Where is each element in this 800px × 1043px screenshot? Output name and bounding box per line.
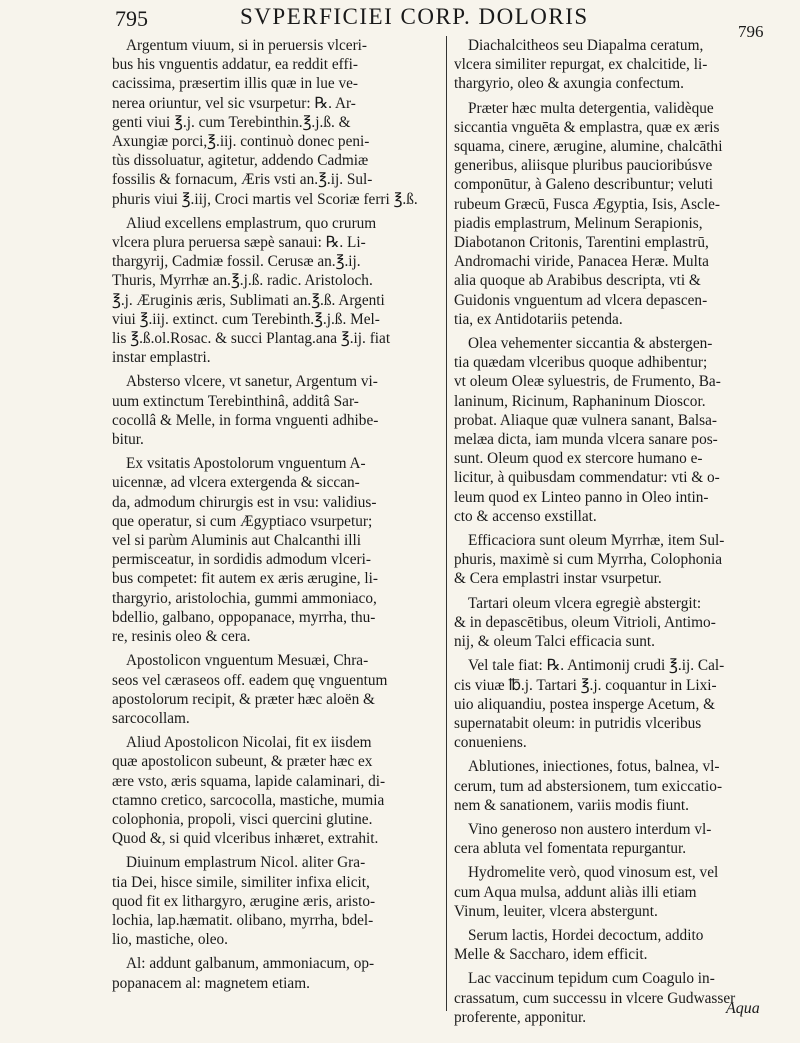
text-line: da, admodum chirurgis est in vsu: validius- [112, 493, 377, 511]
text-line: Argentum viuum, si in peruersis vlceri- [126, 37, 368, 54]
text-line: que operatur, si cum Ægyptiaco vsurpetur; [112, 512, 373, 530]
text-line: lochia, lap.hæmatit. olibano, myrrha, bdel- [112, 911, 374, 929]
text-line: generibus, aliisque pluribus paucioribúsve [454, 157, 713, 175]
page-number-left: 795 [115, 6, 148, 31]
paragraph [112, 36, 438, 209]
text-line: squama, cinere, ærugine, alumine, chalcāthi [454, 138, 723, 156]
text-line: Tartari oleum vlcera egregiè abstergit: [468, 594, 702, 612]
text-line: quæ apostolicon subeunt, & præter hæc ex [112, 753, 373, 771]
text-line: cocollâ & Melle, in forma vnguenti adhibe- [112, 411, 379, 429]
text-line: Vino generoso non austero interdum vl- [468, 820, 712, 838]
text-line: Quod &, si quid vlceribus inhæret, extrahit. [112, 830, 379, 848]
text-line: & in depascētibus, oleum Vitrioli, Antimo- [454, 613, 716, 631]
text-line: apostolorum recipit, & præter hæc aloën & [112, 690, 375, 708]
text-line: bus his vnguentis addatur, ea reddit effi- [112, 56, 358, 74]
text-line: Diachalcitheos seu Diapalma ceratum, [468, 37, 704, 54]
text-line: lio, mastiche, oleo. [112, 931, 228, 949]
text-line: melæa dicta, iam munda vlcera sanare pos- [454, 431, 718, 449]
text-line: Vel tale fiat: ℞. Antimonij crudi ℥.ij. Cal- [468, 657, 725, 675]
text-line: Diuinum emplastrum Nicol. aliter Gra- [126, 854, 366, 872]
paragraph [454, 334, 772, 526]
column-divider [446, 36, 447, 1011]
text-line: phuris, maximè si cum Myrrha, Colophonia [454, 551, 723, 569]
text-line: cera abluta vel fomentata repurgantur. [454, 840, 687, 858]
text-line: Aliud excellens emplastrum, quo crurum [126, 214, 377, 232]
paragraph [112, 454, 438, 646]
paragraph [112, 372, 438, 449]
text-line: vlcera similiter repurgat, ex chalcitide, li- [454, 56, 708, 74]
text-line: probat. Aliaque quæ vulnera sanant, Balsa- [454, 411, 717, 429]
text-line: ctamno cretico, sarcocolla, mastiche, mumia [112, 791, 385, 809]
text-line: ære vsto, æris squama, lapide calaminari, di- [112, 772, 386, 790]
text-line: bus competet: fit autem ex æris ærugine, li- [112, 570, 378, 588]
text-line: proferente, apponitur. [454, 1008, 587, 1026]
page-header [0, 4, 800, 41]
paragraph [454, 969, 772, 1027]
text-line: viui ℥.iij. extinct. cum Terebinth.℥.j.ß. Mel- [112, 310, 380, 328]
page-number-right: 796 [738, 22, 764, 41]
text-line: Lac vaccinum tepidum cum Coagulo in- [468, 970, 715, 988]
text-line: re, resinis oleo & cera. [112, 628, 251, 646]
text-line: Aliud Apostolicon Nicolai, fit ex iisdem [126, 734, 372, 752]
text-line: bdellio, galbano, oppopanace, myrrha, thu- [112, 608, 376, 626]
text-line: laninum, Ricinum, Raphaninum Dioscor. [454, 392, 706, 410]
text-line: ℥.j. Æruginis æris, Sublimati an.℥.ß. Argenti [112, 291, 385, 309]
text-line: Apostolicon vnguentum Mesuæi, Chra- [126, 652, 369, 670]
text-line: popanacem al: magnetem etiam. [112, 974, 310, 992]
paragraph [454, 594, 772, 652]
paragraph [454, 863, 772, 921]
running-title: SVPERFICIEI CORP. DOLORIS [240, 4, 589, 29]
text-line: supernatabit oleum: in putridis vlceribus [454, 714, 702, 732]
text-line: Absterso vlcere, vt sanetur, Argentum vi- [126, 373, 378, 391]
text-line: Olea vehementer siccantia & abstergen- [468, 335, 713, 353]
left-column [112, 36, 438, 998]
text-line: cerum, tum ad abstersionem, tum exiccatio- [454, 777, 723, 795]
text-line: thargyrio, oleo & axungia confectum. [454, 75, 684, 93]
text-line: Diabotanon Critonis, Tarentini emplastrū, [454, 234, 709, 252]
text-line: Ablutiones, iniectiones, fotus, balnea, vl- [468, 758, 720, 776]
text-line: uum extinctum Terebinthinâ, additâ Sar- [112, 392, 359, 410]
text-line: thargyrij, Cadmiæ fossil. Cerusæ an.℥.ij. [112, 253, 361, 271]
paragraph [112, 733, 438, 848]
text-line: rubeum Græcū, Fusca Ægyptia, Isis, Ascle- [454, 195, 720, 213]
text-line: tia, ex Antidotariis petenda. [454, 310, 623, 328]
text-line: cacissima, præsertim illis quæ in lue ve- [112, 75, 358, 93]
text-line: licitur, à quibusdam commendatur: vti & o- [454, 469, 720, 487]
text-line: phuris viui ℥.iij, Croci martis vel Scoriæ ferri ℥.ß. [112, 190, 418, 208]
text-line: Axungiæ porci,℥.iij. continuò donec peni- [112, 133, 370, 151]
paragraph [112, 214, 438, 368]
text-line: nem & sanationem, variis modis fiunt. [454, 796, 689, 814]
text-line: bitur. [112, 431, 144, 449]
text-line: uicennæ, ad vlcera extergenda & siccan- [112, 474, 360, 492]
text-line: genti viui ℥.j. cum Terebinthin.℥.j.ß. & [112, 113, 351, 131]
text-line: nerea oriuntur, vel sic vsurpetur: ℞. Ar- [112, 94, 356, 112]
paragraph [454, 99, 772, 329]
text-line: leum quod ex Linteo panno in Oleo intin- [454, 488, 709, 506]
text-line: piadis emplastrum, Melinum Serapionis, [454, 214, 703, 232]
text-line: Præter hæc multa detergentia, validèque [468, 99, 714, 117]
paragraph [112, 954, 438, 992]
text-line: alia quoque ab Arabibus descripta, vti & [454, 272, 701, 290]
text-line: thargyrio, aristolochia, gummi ammoniaco, [112, 589, 377, 607]
paragraph [454, 820, 772, 858]
text-line: vlcera plura peruersa sæpè sanaui: ℞. Li- [112, 234, 366, 252]
text-line: sarcocollam. [112, 709, 190, 727]
text-line: instar emplastri. [112, 349, 211, 367]
paragraph [112, 651, 438, 728]
text-line: Melle & Saccharo, idem efficit. [454, 946, 648, 964]
catchword: Aqua [726, 1000, 760, 1017]
text-line: permisceatur, in sordidis admodum vlceri- [112, 551, 371, 569]
text-line: Hydromelite verò, quod vinosum est, vel [468, 864, 719, 882]
text-line: crassatum, cum successu in vlcere Gudwasser [454, 989, 736, 1007]
text-line: nij, & oleum Talci efficacia sunt. [454, 633, 655, 651]
text-line: uio aliquandiu, postea insperge Acetum, & [454, 695, 715, 713]
text-line: fossilis & fornacum, Æris vsti an.℥.ij. Sul- [112, 171, 373, 189]
text-line: tia Dei, hisce simile, similiter infixa elicit, [112, 873, 370, 891]
text-line: siccantia vnguēta & emplastra, quæ ex æris [454, 118, 720, 136]
text-line: seos vel cæraseos off. eadem quę vnguentum [112, 671, 388, 689]
text-line: quod fit ex lithargyro, ærugine æris, aristo- [112, 892, 376, 910]
text-line: vt oleum Oleæ syluestris, de Frumento, Ba- [454, 373, 721, 391]
paragraph [454, 36, 772, 94]
paragraph [454, 757, 772, 815]
paragraph [454, 656, 772, 752]
text-line: cis viuæ ℔.j. Tartari ℥.j. coquantur in Lixi- [454, 676, 717, 694]
text-line: sunt. Oleum quod ex stercore humano e- [454, 450, 703, 468]
paragraph [112, 853, 438, 949]
text-line: vel si parùm Aluminis aut Chalcanthi illi [112, 532, 361, 550]
text-line: Ex vsitatis Apostolorum vnguentum A- [126, 455, 366, 473]
paragraph [454, 531, 772, 589]
text-line: Al: addunt galbanum, ammoniacum, op- [126, 955, 375, 973]
text-line: Guidonis vnguentum ad vlcera depascen- [454, 291, 708, 309]
paragraph [454, 926, 772, 964]
text-line: & Cera emplastri instar vsurpetur. [454, 570, 662, 588]
right-column [454, 36, 772, 1032]
text-line: componūtur, à Galeno describuntur; veluti [454, 176, 713, 194]
text-line: Efficaciora sunt oleum Myrrhæ, item Sul- [468, 532, 725, 550]
text-line: conueniens. [454, 734, 527, 752]
text-line: lis ℥.ß.ol.Rosac. & succi Plantag.ana ℥.ij. fiat [112, 330, 391, 348]
text-line: Andromachi viride, Panacea Heræ. Multa [454, 253, 709, 271]
text-line: cum Aqua mulsa, addunt aliàs illi etiam [454, 883, 697, 901]
text-line: tùs dissoluatur, agitetur, addendo Cadmiæ [112, 152, 369, 170]
text-line: tia quædam vlceribus quoque adhibentur; [454, 354, 708, 372]
text-line: Thuris, Myrrhæ an.℥.j.ß. radic. Aristoloch. [112, 272, 373, 290]
text-line: Vinum, leuiter, vlcera abstergunt. [454, 902, 658, 920]
text-line: colophonia, propoli, visci quercini glutine. [112, 810, 373, 828]
text-line: cto & accenso exstillat. [454, 507, 597, 525]
text-line: Serum lactis, Hordei decoctum, addito [468, 926, 704, 944]
